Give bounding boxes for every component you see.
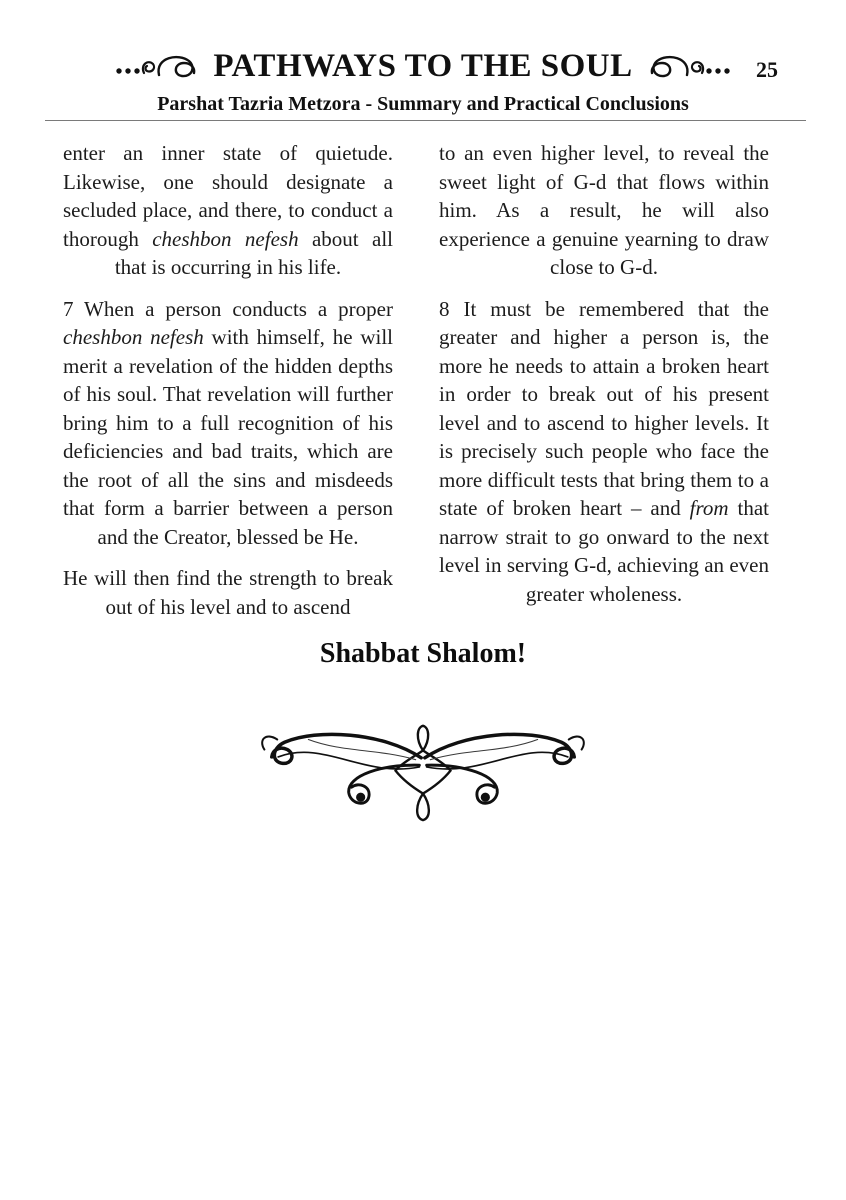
page-title: PATHWAYS TO THE SOUL	[213, 48, 633, 84]
paragraph	[63, 139, 393, 282]
page-number: 25	[756, 57, 778, 82]
text-run: about all that is occurring in his life.	[114, 226, 393, 279]
calligraphic-divider-icon	[258, 712, 588, 833]
header-rule	[45, 120, 806, 121]
paragraph	[63, 564, 393, 621]
title-left-flourish-icon	[113, 51, 205, 83]
text-run: that narrow strait to go onward to the next level in serving G-d, achieving an even greater wholeness.	[439, 496, 769, 606]
italic-term: from	[689, 496, 729, 520]
text-run: 8 It must be remembered that the greater and higher a person is, the more he needs to attain a broken heart in order to break out of his present level and to ascend to higher levels. It is precisely such people who face the more difficult tests that bring them to a state of broken heart – and	[439, 296, 769, 520]
italic-term: cheshbon nefesh	[152, 226, 299, 251]
page-subtitle: Parshat Tazria Metzora - Summary and Practical Conclusions	[157, 93, 689, 115]
paragraph	[439, 295, 769, 609]
text-columns	[63, 139, 769, 634]
text-run: 7 When a person conducts a proper	[63, 296, 393, 321]
text-run: enter an inner state of quietude. Likewise, one should designate a secluded place, and there, to conduct a thorough	[63, 141, 393, 251]
title-right-flourish-icon	[641, 51, 733, 83]
paragraph	[63, 295, 393, 552]
text-run: to an even higher level, to reveal the sweet light of G-d that flows within him. As a result, he will also experience a genuine yearning to draw close to G-d.	[439, 141, 769, 279]
text-column-left	[63, 139, 393, 634]
closing-heading: Shabbat Shalom!	[319, 638, 527, 669]
paragraph	[439, 139, 769, 282]
text-run: He will then find the strength to break out of his level and to ascend	[63, 566, 393, 619]
text-column-right	[439, 139, 769, 634]
text-run: with himself, he will merit a revelation of the hidden depths of his soul. That revelation will further bring him to a full recognition of his deficiencies and bad traits, which are the root of all the sins and misdeeds that form a barrier between a person and the Creator, blessed be He.	[63, 325, 393, 549]
italic-term: cheshbon nefesh	[63, 325, 204, 349]
header-title-row	[0, 48, 846, 85]
